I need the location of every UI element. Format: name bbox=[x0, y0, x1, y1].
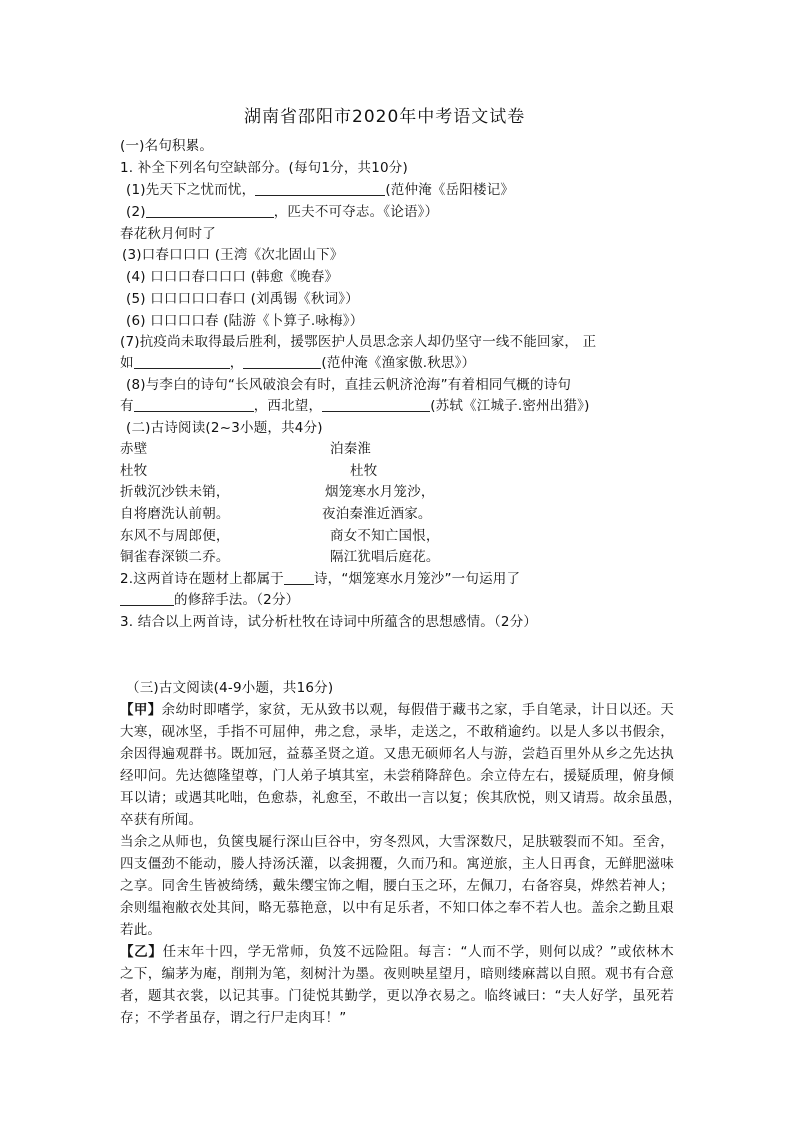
passage-yi-line: 存；不学者虽存，谓之行尸走肉耳！” bbox=[120, 1010, 347, 1026]
page-title: 湖南省邵阳市2020年中考语文试卷 bbox=[244, 107, 526, 127]
passage-marker: 【甲】 bbox=[120, 702, 162, 718]
text: 有 bbox=[120, 398, 134, 414]
answer-blank[interactable] bbox=[255, 181, 385, 196]
passage-para-line: 之享。同舍生皆被绮绣，戴朱缨宝饰之帽，腰白玉之环，左佩刀，右备容臭，烨然若神人； bbox=[120, 878, 674, 894]
passage-para-line: 余则缊袍敝衣处其间，略无慕艳意，以中有足乐者，不知口体之奉不若人也。盖余之勤且艰 bbox=[120, 900, 674, 916]
text: 诗，“烟笼寒水月笼沙”一句运用了 bbox=[313, 571, 521, 587]
answer-blank[interactable] bbox=[134, 354, 230, 369]
passage-jia-line: 卒获有所闻。 bbox=[120, 812, 203, 828]
text: ， bbox=[229, 355, 244, 371]
poem-2-author: 杜牧 bbox=[350, 463, 378, 479]
passage-yi-line: 之下，编茅为庵，削荆为笔，刻树汁为墨。夜则映星望月，暗则缕麻蒿以自照。观书有合意 bbox=[120, 966, 674, 982]
passage-para-line: 若此。 bbox=[120, 922, 162, 938]
text: 的修辞手法。（2分） bbox=[174, 592, 300, 608]
text: (范仲淹《岳阳楼记》 bbox=[385, 182, 515, 198]
text: (1)先天下之忧而忧， bbox=[126, 182, 256, 198]
fill-line-4: (3)口春口口口 (王湾《次北固山下》 bbox=[122, 247, 344, 263]
poem-2-line: 隔江犹唱后庭花。 bbox=[330, 549, 440, 565]
fill-line-10: (8)与李白的诗句“长风破浪会有时，直挂云帆济沧海”有着相同气概的诗句 bbox=[126, 377, 572, 393]
passage-jia-line: 余因得遍观群书。既加冠，益慕圣贤之道。又患无硕师名人与游，尝趋百里外从乡之先达执 bbox=[120, 746, 674, 762]
fill-line-8: (7)抗疫尚未取得最后胜利，援鄂医护人员思念亲人却仍坚守一线不能回家， 正 bbox=[120, 334, 597, 350]
poem-1-title: 赤壁 bbox=[120, 441, 148, 457]
fill-line-7: (6) 口口口口春 (陆游《卜算子.咏梅》） bbox=[126, 313, 364, 329]
section-heading: （三)古文阅读(4-9小题，共16分) bbox=[126, 680, 334, 696]
fill-line-6: (5) 口口口口口春口 (刘禹锡《秋词》） bbox=[126, 291, 359, 307]
text: (2) bbox=[126, 204, 146, 220]
answer-blank[interactable] bbox=[146, 203, 274, 218]
text: ，匹夫不可夺志。《论语》） bbox=[273, 204, 439, 220]
poem-2-line: 烟笼寒水月笼沙， bbox=[325, 484, 435, 500]
question-1-intro: 1. 补全下列名句空缺部分。(每句1分，共10分) bbox=[120, 160, 408, 176]
fill-line-3: 春花秋月何时了 bbox=[120, 226, 216, 242]
answer-blank[interactable] bbox=[284, 570, 314, 585]
answer-blank[interactable] bbox=[322, 397, 430, 412]
fill-line-1 bbox=[126, 180, 514, 200]
text: ，西北望， bbox=[253, 398, 323, 414]
passage-para-line: 当余之从师也，负箧曳屣行深山巨谷中，穷冬烈风，大雪深数尺，足肤皲裂而不知。至舍， bbox=[120, 834, 674, 850]
passage-jia-line: 经叩问。先达德隆望尊，门人弟子填其室，未尝稍降辞色。余立侍左右，援疑质理，俯身倾 bbox=[120, 768, 674, 784]
text: 如 bbox=[120, 355, 134, 371]
passage-jia-line: 大寒，砚冰坚，手指不可屈伸，弗之怠，录毕，走送之，不敢稍逾约。以是人多以书假余， bbox=[120, 724, 674, 740]
answer-blank[interactable] bbox=[243, 354, 321, 369]
poem-1-author: 杜牧 bbox=[120, 463, 148, 479]
poem-2-line: 夜泊秦淮近酒家。 bbox=[322, 506, 432, 522]
question-3: 3. 结合以上两首诗，试分析杜牧在诗词中所蕴含的思想感情。（2分） bbox=[120, 614, 538, 630]
question-2-cont bbox=[120, 590, 299, 610]
section-heading: (二)古诗阅读(2~3小题，共4分) bbox=[126, 420, 323, 436]
poem-2-line: 商女不知亡国恨， bbox=[330, 528, 440, 544]
poem-1-line: 铜雀春深锁二乔。 bbox=[120, 549, 230, 565]
fill-line-9 bbox=[120, 353, 475, 373]
fill-line-11 bbox=[120, 396, 590, 416]
text: (苏轼《江城子.密州出猎》) bbox=[430, 398, 590, 414]
fill-line-5: (4) 口口口春口口口 (韩愈《晚春》 bbox=[126, 269, 339, 285]
question-2 bbox=[120, 569, 520, 589]
passage-para-line: 四支僵劲不能动，媵人持汤沃灌，以衾拥覆，久而乃和。寓逆旅，主人日再食，无鲜肥滋味 bbox=[120, 856, 674, 872]
passage-yi-line bbox=[120, 942, 674, 962]
passage-yi-line: 者，题其衣裳，以记其事。门徒悦其勤学，更以净衣易之。临终诫曰：“夫人好学，虽死若 bbox=[120, 988, 674, 1004]
text: 2.这两首诗在题材上都属于 bbox=[120, 571, 284, 587]
section-heading: (一)名句积累。 bbox=[120, 138, 214, 154]
text: 任末年十四，学无常师，负笈不远险阻。每言：“人而不学，则何以成？”或依林木 bbox=[162, 944, 674, 960]
poem-1-line: 东风不与周郎便， bbox=[120, 528, 230, 544]
passage-jia-line: 耳以请；或遇其叱咄，色愈恭，礼愈至，不敢出一言以复；俟其欣悦，则又请焉。故余虽愚， bbox=[120, 790, 682, 806]
fill-line-2 bbox=[126, 202, 438, 222]
poem-1-line: 自将磨洗认前朝。 bbox=[120, 506, 230, 522]
answer-blank[interactable] bbox=[120, 591, 174, 606]
text: 余幼时即嗜学，家贫，无从致书以观，每假借于藏书之家，手自笔录，计日以还。天 bbox=[161, 702, 674, 718]
passage-marker: 【乙】 bbox=[120, 944, 163, 960]
answer-blank[interactable] bbox=[134, 397, 254, 412]
text: (范仲淹《渔家傲.秋思》） bbox=[321, 355, 476, 371]
poem-2-title: 泊秦淮 bbox=[330, 441, 372, 457]
poem-1-line: 折戟沉沙铁未销， bbox=[120, 484, 230, 500]
passage-jia-line bbox=[120, 700, 674, 720]
